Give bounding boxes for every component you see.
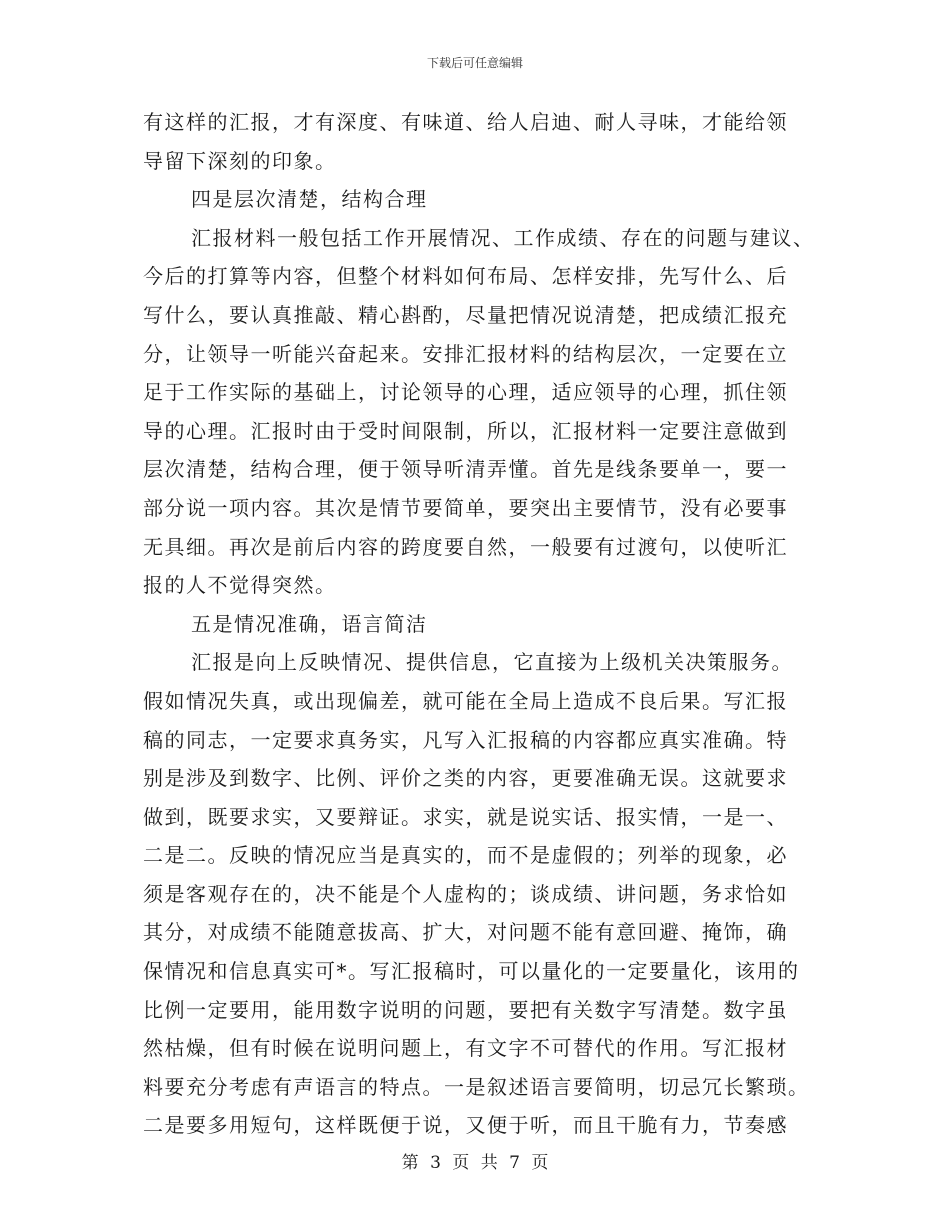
text-line: 部分说一项内容。其次是情节要简单，要突出主要情节，没有必要事 xyxy=(143,495,788,520)
text-line: 足于工作实际的基础上，讨论领导的心理，适应领导的心理，抓住领 xyxy=(143,380,788,405)
text-line: 比例一定要用，能用数字说明的问题，要把有关数字写清楚。数字虽 xyxy=(143,997,788,1022)
text-line: 报的人不觉得突然。 xyxy=(143,573,337,598)
text-line: 汇报是向上反映情况、提供信息，它直接为上级机关决策服务。 xyxy=(191,650,793,675)
text-line: 导留下深刻的印象。 xyxy=(143,148,337,173)
text-line: 分，让领导一听能兴奋起来。安排汇报材料的结构层次，一定要在立 xyxy=(143,341,788,366)
text-line: 二是要多用短句，这样既便于说，又便于听，而且干脆有力，节奏感 xyxy=(143,1113,788,1138)
text-line: 二是二。反映的情况应当是真实的，而不是虚假的；列举的现象，必 xyxy=(143,843,788,868)
text-line: 然枯燥，但有时候在说明问题上，有文字不可替代的作用。写汇报材 xyxy=(143,1036,788,1061)
text-line: 写什么，要认真推敲、精心斟酌，尽量把情况说清楚，把成绩汇报充 xyxy=(143,302,788,327)
text-line: 今后的打算等内容，但整个材料如何布局、怎样安排，先写什么、后 xyxy=(143,264,788,289)
text-line: 层次清楚，结构合理，便于领导听清弄懂。首先是线条要单一，要一 xyxy=(143,457,788,482)
text-line: 须是客观存在的，决不能是个人虚构的；谈成绩、讲问题，务求恰如 xyxy=(143,881,788,906)
text-line: 做到，既要求实，又要辩证。求实，就是说实话、报实情，一是一、 xyxy=(143,804,788,829)
text-line: 汇报材料一般包括工作开展情况、工作成绩、存在的问题与建议、 xyxy=(191,225,815,250)
text-line: 别是涉及到数字、比例、评价之类的内容，更要准确无误。这就要求 xyxy=(143,766,788,791)
text-line: 无具细。再次是前后内容的跨度要自然，一般要有过渡句，以使听汇 xyxy=(143,534,788,559)
text-line: 料要充分考虑有声语言的特点。一是叙述语言要简明，切忌冗长繁琐。 xyxy=(143,1074,810,1099)
page-number-footer: 第 3 页 共 7 页 xyxy=(401,1153,549,1173)
text-line: 导的心理。汇报时由于受时间限制，所以，汇报材料一定要注意做到 xyxy=(143,418,788,443)
text-line: 四是层次清楚，结构合理 xyxy=(191,187,428,212)
page-header-note: 下载后可任意编辑 xyxy=(426,56,523,70)
text-line: 假如情况失真，或出现偏差，就可能在全局上造成不良后果。写汇报 xyxy=(143,688,788,713)
text-line: 有这样的汇报，才有深度、有味道、给人启迪、耐人寻味，才能给领 xyxy=(143,110,788,134)
text-line: 五是情况准确，语言简洁 xyxy=(191,611,428,636)
text-line: 保情况和信息真实可*。写汇报稿时，可以量化的一定要量化，该用的 xyxy=(143,959,800,984)
text-line: 其分，对成绩不能随意拔高、扩大，对问题不能有意回避、掩饰，确 xyxy=(143,920,788,945)
document-body xyxy=(143,103,823,1145)
text-line: 稿的同志，一定要求真务实，凡写入汇报稿的内容都应真实准确。特 xyxy=(143,727,788,752)
